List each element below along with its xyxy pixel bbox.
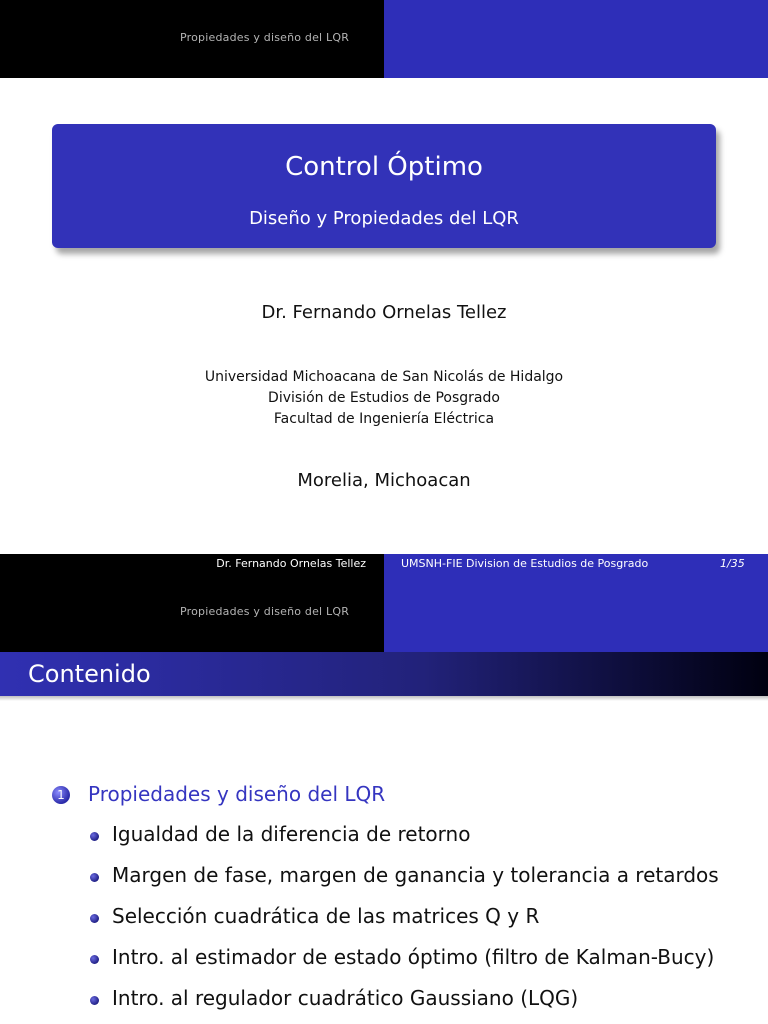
bullet-icon [90, 832, 99, 841]
author-name: Dr. Fernando Ornelas Tellez [261, 302, 507, 323]
footer-author: Dr. Fernando Ornelas Tellez [216, 557, 366, 570]
footer-page-number: 1/35 [720, 557, 745, 570]
header-shadow [0, 696, 768, 701]
institution-block [0, 367, 768, 430]
toc-subsection-label: Igualdad de la diferencia de retorno [112, 822, 471, 846]
bullet-icon [90, 996, 99, 1005]
slide2-nav-right [384, 577, 768, 652]
footer-institute: UMSNH-FIE Division de Estudios de Posgrado [401, 557, 649, 570]
place: Morelia, Michoacan [297, 470, 471, 491]
slide-title: Control Óptimo [285, 152, 483, 182]
slide1-nav-left [0, 0, 384, 78]
slide2-nav-left [0, 577, 384, 652]
institution-line: Facultad de Ingeniería Eléctrica [273, 411, 495, 427]
slide-subtitle: Diseño y Propiedades del LQR [249, 208, 519, 229]
toc-section-number: 1 [52, 786, 70, 804]
slide1-nav-right [384, 0, 768, 78]
section-header: Contenido [0, 652, 768, 696]
slide1-nav-section[interactable]: Propiedades y diseño del LQR [180, 31, 350, 44]
toc-subsection-label: Intro. al estimador de estado óptimo (filtro de Kalman-Bucy) [112, 945, 715, 969]
toc-section-title[interactable]: Propiedades y diseño del LQR [88, 782, 386, 806]
bullet-icon [90, 955, 99, 964]
bullet-icon [90, 873, 99, 882]
institution-line: Universidad Michoacana de San Nicolás de Hidalgo [204, 369, 564, 385]
bullet-icon [90, 914, 99, 923]
institution-line: División de Estudios de Posgrado [268, 390, 500, 406]
toc-subsection-label: Margen de fase, margen de ganancia y tolerancia a retardos [112, 863, 719, 887]
slide2-nav-section[interactable]: Propiedades y diseño del LQR [180, 605, 350, 618]
toc-subsection-label: Selección cuadrática de las matrices Q y R [112, 904, 540, 928]
toc-subsection-label: Intro. al regulador cuadrático Gaussiano (LQG) [112, 986, 579, 1010]
title-box [52, 124, 716, 248]
